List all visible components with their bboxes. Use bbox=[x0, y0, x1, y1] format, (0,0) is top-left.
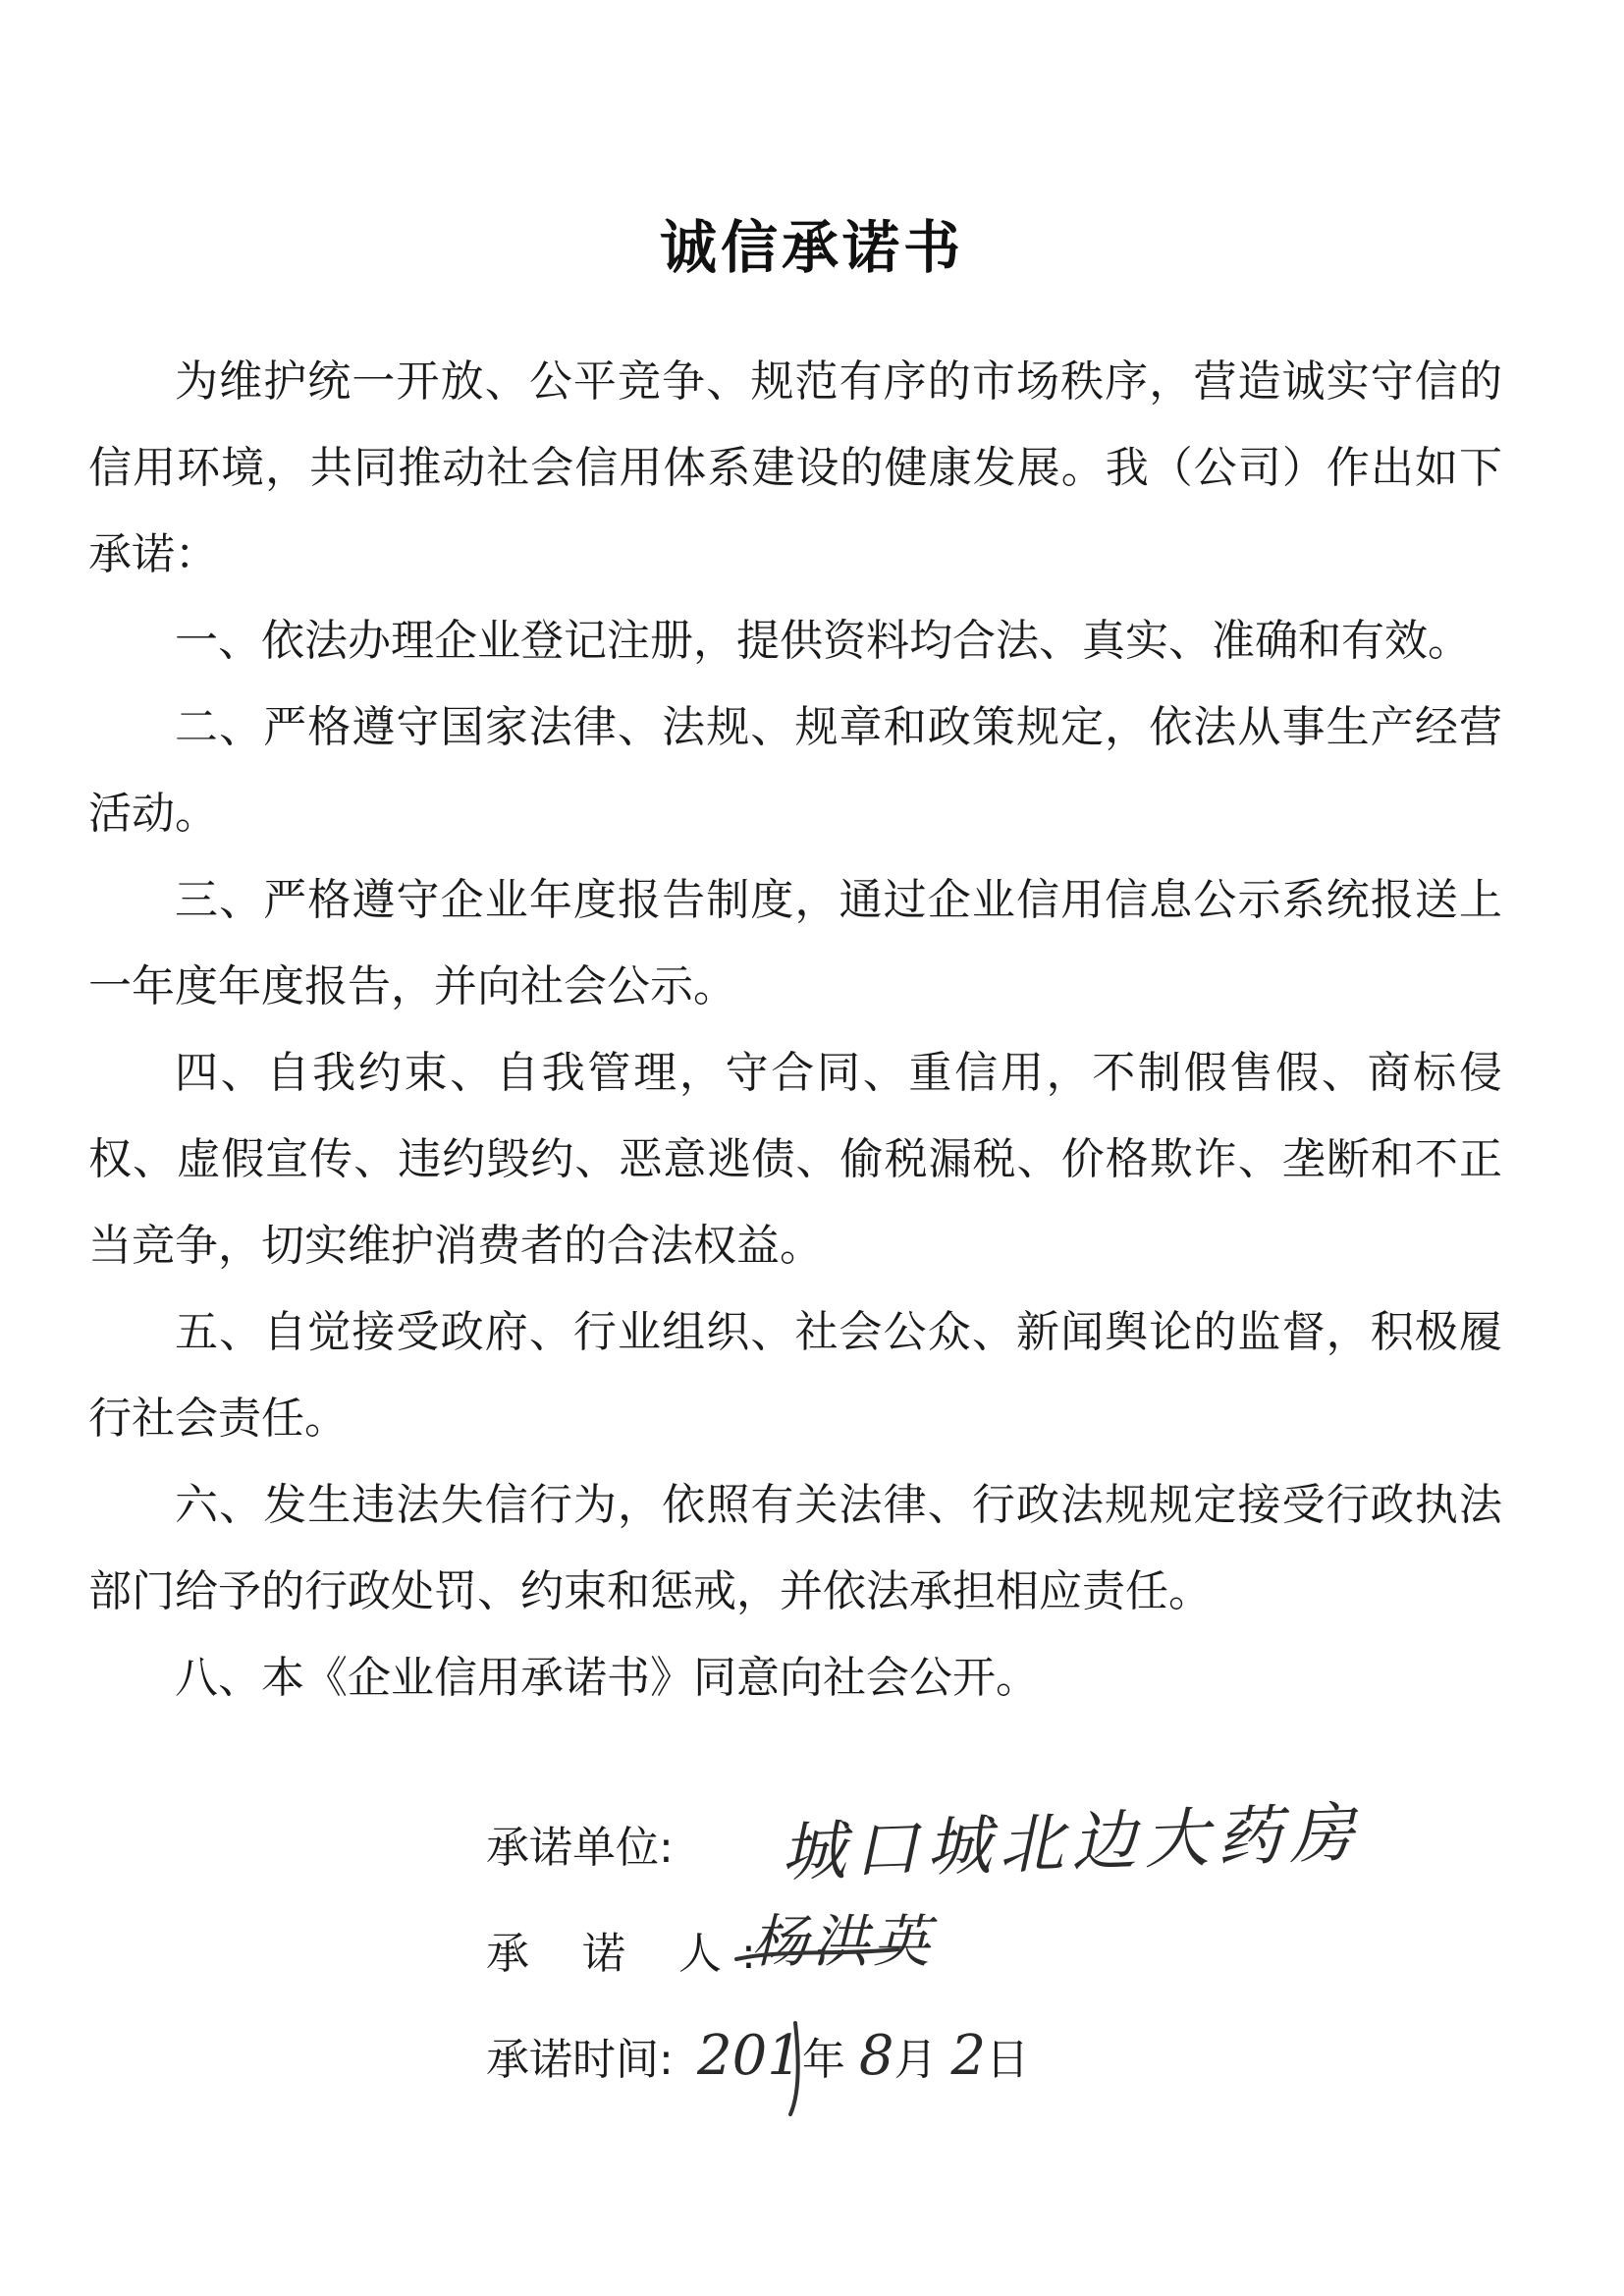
signature-person-row bbox=[486, 1918, 776, 1981]
date-month-handwritten: 8 bbox=[858, 2024, 894, 2088]
clause-5: 五、自觉接受政府、行业组织、社会公众、新闻舆论的监督，积极履行社会责任。 bbox=[88, 1307, 1502, 1444]
date-label: 承诺时间: bbox=[486, 2035, 674, 2085]
unit-label: 承诺单位: bbox=[486, 1823, 674, 1873]
unit-handwritten: 城口城北边大药房 bbox=[780, 1794, 1364, 1891]
clause-4: 四、自我约束、自我管理，守合同、重信用，不制假售假、商标侵权、虚假宣传、违约毁约、恶意逃债、偷税漏税、价格欺诈、垄断和不正当竞争，切实维护消费者的合法权益。 bbox=[88, 1048, 1502, 1271]
document-body bbox=[88, 339, 1502, 1722]
person-label: 承 诺 人: bbox=[486, 1929, 776, 1979]
document-title: 诚信承诺书 bbox=[659, 214, 964, 281]
clause-1: 一、依法办理企业登记注册，提供资料均合法、真实、准确和有效。 bbox=[175, 616, 1471, 666]
month-char: 月 bbox=[893, 2035, 938, 2085]
day-char: 日 bbox=[986, 2035, 1030, 2085]
signature-block bbox=[486, 1794, 1468, 2116]
clause-6: 六、发生违法失信行为，依照有关法律、行政法规规定接受行政执法部门给予的行政处罚、约束和惩戒，并依法承担相应责任。 bbox=[88, 1480, 1502, 1616]
year-char: 年 bbox=[801, 2035, 845, 2085]
signature-unit-row bbox=[486, 1812, 674, 1875]
intro-paragraph: 为维护统一开放、公平竞争、规范有序的市场秩序，营造诚实守信的信用环境，共同推动社会信用体系建设的健康发展。我（公司）作出如下承诺： bbox=[88, 356, 1502, 579]
date-year-handwritten: 201 bbox=[697, 2024, 802, 2088]
signature-date-row bbox=[486, 2024, 1030, 2088]
clause-2: 二、严格遵守国家法律、法规、规章和政策规定，依法从事生产经营活动。 bbox=[88, 702, 1502, 839]
clause-3: 三、严格遵守企业年度报告制度，通过企业信用信息公示系统报送上一年度年度报告，并向社会公示。 bbox=[88, 875, 1502, 1011]
date-day-handwritten: 2 bbox=[950, 2024, 987, 2088]
person-handwritten-signature: 杨洪英 bbox=[751, 1908, 935, 1975]
clause-8: 八、本《企业信用承诺书》同意向社会公开。 bbox=[175, 1653, 1039, 1703]
date-value bbox=[697, 2024, 1029, 2088]
